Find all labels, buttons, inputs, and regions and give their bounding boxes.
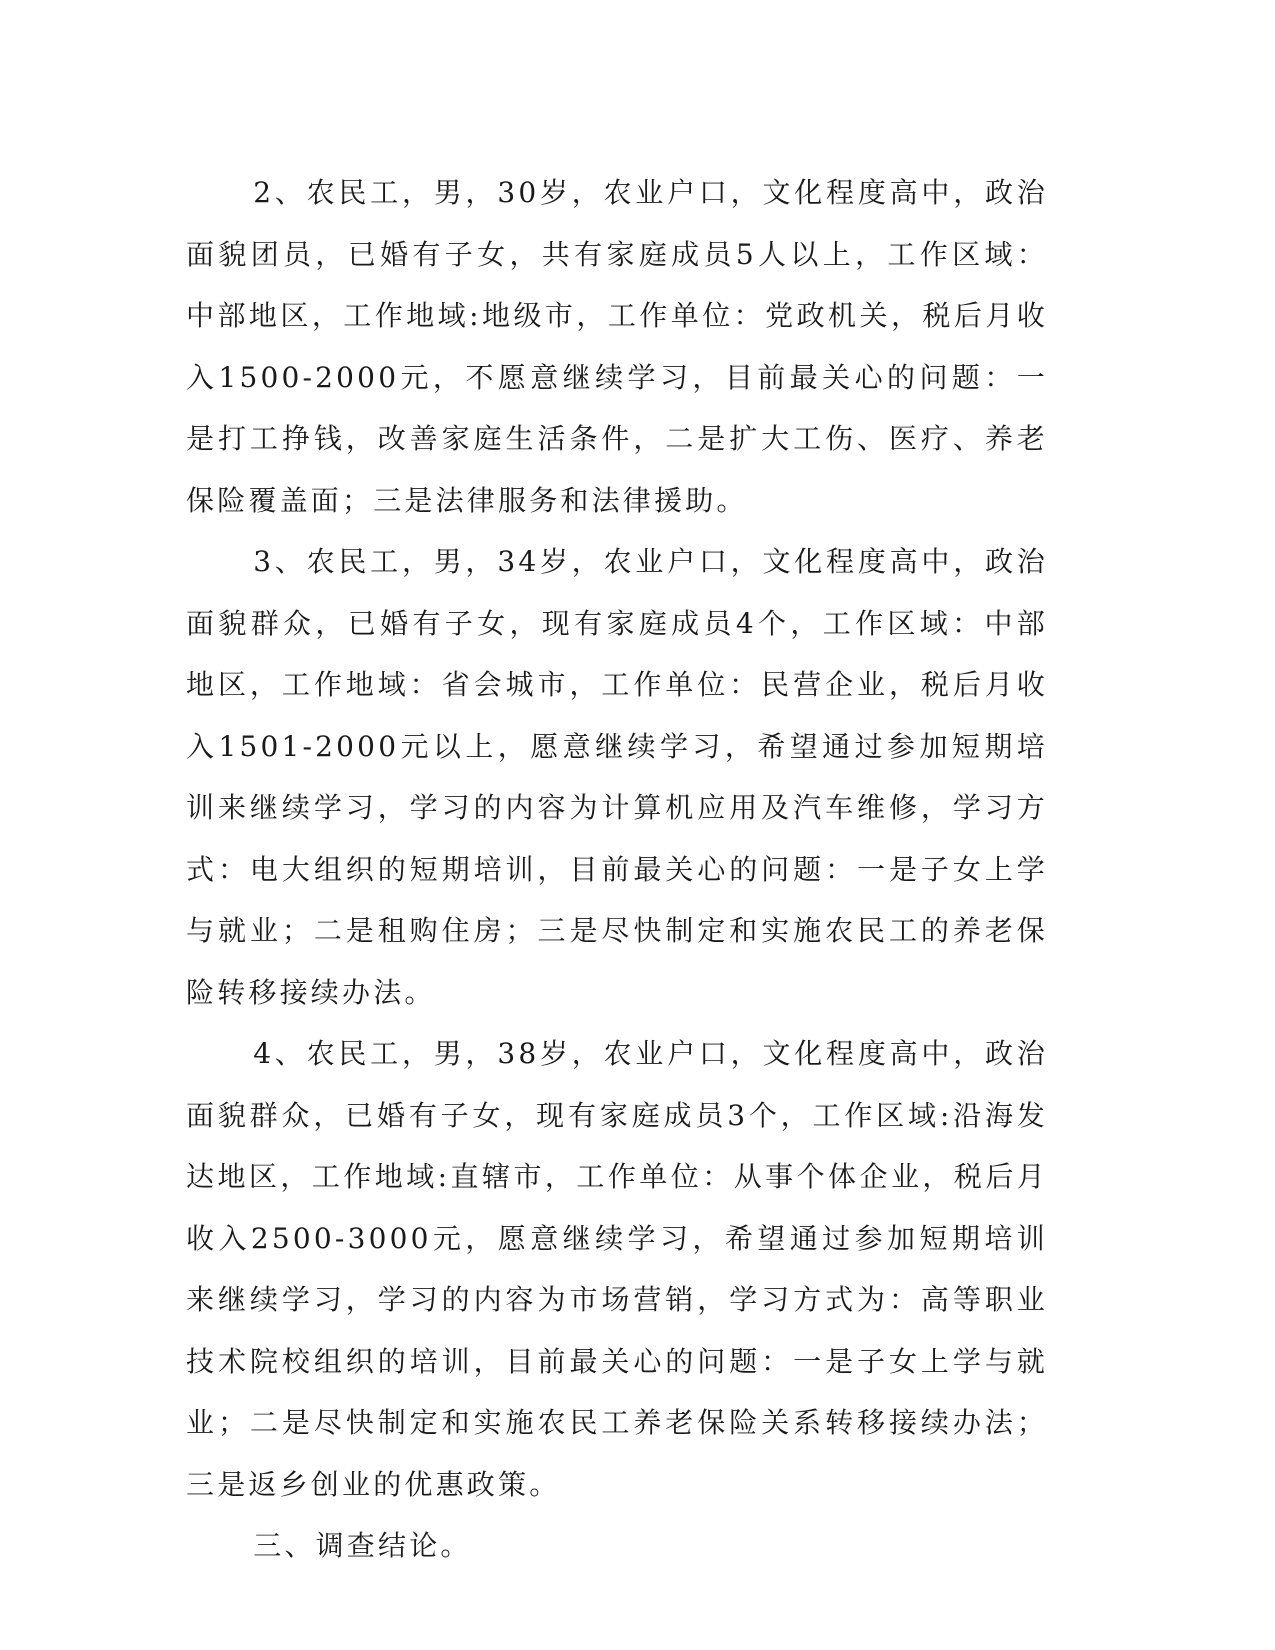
paragraph-case-2: 2、农民工，男，30岁，农业户口，文化程度高中，政治面貌团员，已婚有子女，共有家庭成员5人以上，工作区域：中部地区，工作地域:地级市，工作单位：党政机关，税后月收入1500-2000元，不愿意继续学习，目前最关心的问题：一是打工挣钱，改善家庭生活条件，二是扩大工伤、医疗、养老保险覆盖面；三是法律服务和法律援助。 <box>186 176 1048 517</box>
section-heading-conclusion: 三、调查结论。 <box>253 1529 472 1562</box>
document-body <box>186 162 1048 1577</box>
paragraph-case-4: 4、农民工，男，38岁，农业户口，文化程度高中，政治面貌群众，已婚有子女，现有家庭成员3个，工作区域:沿海发达地区，工作地域:直辖市，工作单位：从事个体企业，税后月收入2500-3000元，愿意继续学习，希望通过参加短期培训来继续学习，学习的内容为市场营销，学习方式为：高等职业技术院校组织的培训，目前最关心的问题：一是子女上学与就业；二是尽快制定和实施农民工养老保险关系转移接续办法；三是返乡创业的优惠政策。 <box>186 1037 1048 1501</box>
paragraph-case-3: 3、农民工，男，34岁，农业户口，文化程度高中，政治面貌群众，已婚有子女，现有家庭成员4个，工作区域：中部地区，工作地域：省会城市，工作单位：民营企业，税后月收入1501-2000元以上，愿意继续学习，希望通过参加短期培训来继续学习，学习的内容为计算机应用及汽车维修，学习方式：电大组织的短期培训，目前最关心的问题：一是子女上学与就业；二是租购住房；三是尽快制定和实施农民工的养老保险转移接续办法。 <box>186 545 1048 1009</box>
